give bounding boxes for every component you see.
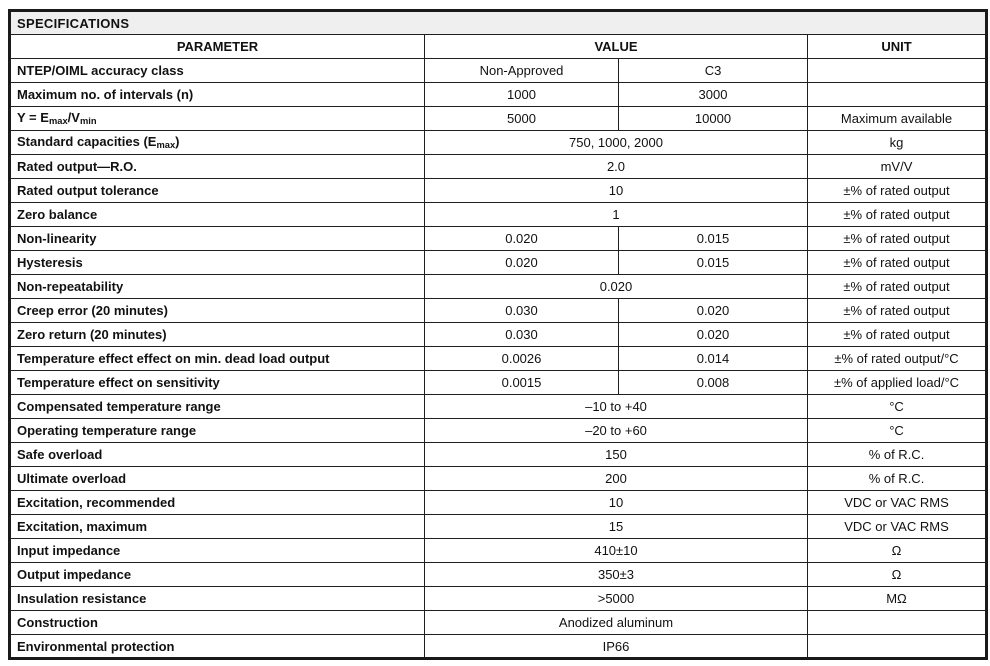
unit-cell: ±% of rated output/°C — [808, 347, 987, 371]
unit-cell: mV/V — [808, 155, 987, 179]
parameter-cell: Temperature effect on sensitivity — [10, 371, 425, 395]
value-cell: 0.030 — [425, 299, 619, 323]
value-cell: 1000 — [425, 83, 619, 107]
table-row — [10, 83, 987, 107]
table-row — [10, 491, 987, 515]
table-row — [10, 419, 987, 443]
unit-cell: ±% of rated output — [808, 179, 987, 203]
subscript-text: max — [156, 139, 176, 150]
value-cell: 0.015 — [619, 251, 808, 275]
parameter-cell: Non-repeatability — [10, 275, 425, 299]
parameter-cell: Hysteresis — [10, 251, 425, 275]
value-cell: >5000 — [425, 587, 808, 611]
unit-cell — [808, 635, 987, 659]
value-cell: 2.0 — [425, 155, 808, 179]
table-row — [10, 323, 987, 347]
parameter-cell: Operating temperature range — [10, 419, 425, 443]
subscript-text: max — [48, 115, 68, 126]
value-cell: IP66 — [425, 635, 808, 659]
unit-cell: ±% of rated output — [808, 251, 987, 275]
parameter-cell: Excitation, maximum — [10, 515, 425, 539]
value-cell: 1 — [425, 203, 808, 227]
table-row — [10, 515, 987, 539]
unit-cell: Ω — [808, 563, 987, 587]
value-cell: 150 — [425, 443, 808, 467]
table-row — [10, 611, 987, 635]
table-row — [10, 155, 987, 179]
unit-cell: VDC or VAC RMS — [808, 491, 987, 515]
column-header-row — [10, 35, 987, 59]
parameter-cell: Compensated temperature range — [10, 395, 425, 419]
parameter-cell: Safe overload — [10, 443, 425, 467]
value-cell: 10 — [425, 491, 808, 515]
table-row — [10, 563, 987, 587]
table-row — [10, 251, 987, 275]
parameter-cell: Construction — [10, 611, 425, 635]
unit-cell: Ω — [808, 539, 987, 563]
value-cell: C3 — [619, 59, 808, 83]
value-cell: 0.020 — [425, 275, 808, 299]
parameter-cell: Maximum no. of intervals (n) — [10, 83, 425, 107]
value-cell: 0.020 — [619, 299, 808, 323]
value-cell: 0.020 — [619, 323, 808, 347]
parameter-cell: NTEP/OIML accuracy class — [10, 59, 425, 83]
parameter-cell: Ultimate overload — [10, 467, 425, 491]
value-cell: Non-Approved — [425, 59, 619, 83]
table-row — [10, 275, 987, 299]
parameter-cell: Zero balance — [10, 203, 425, 227]
value-cell: –20 to +60 — [425, 419, 808, 443]
unit-cell — [808, 611, 987, 635]
unit-cell: ±% of rated output — [808, 299, 987, 323]
value-cell: Anodized aluminum — [425, 611, 808, 635]
unit-cell: Maximum available — [808, 107, 987, 131]
value-cell: –10 to +40 — [425, 395, 808, 419]
value-cell: 0.020 — [425, 227, 619, 251]
value-cell: 350±3 — [425, 563, 808, 587]
value-cell: 410±10 — [425, 539, 808, 563]
table-row — [10, 227, 987, 251]
column-header-parameter: PARAMETER — [10, 35, 425, 59]
unit-cell: kg — [808, 131, 987, 155]
value-cell: 0.020 — [425, 251, 619, 275]
table-row — [10, 395, 987, 419]
parameter-cell: Temperature effect effect on min. dead load output — [10, 347, 425, 371]
column-header-value: VALUE — [425, 35, 808, 59]
parameter-cell: $Y = E_{max}/V_{min}$ — [10, 107, 425, 131]
unit-cell: ±% of rated output — [808, 203, 987, 227]
unit-cell — [808, 83, 987, 107]
table-row — [10, 107, 987, 131]
table-title: SPECIFICATIONS — [10, 11, 987, 35]
unit-cell: % of R.C. — [808, 443, 987, 467]
table-row — [10, 179, 987, 203]
parameter-cell: Environmental protection — [10, 635, 425, 659]
unit-cell: VDC or VAC RMS — [808, 515, 987, 539]
table-row — [10, 203, 987, 227]
specifications-table — [8, 9, 988, 660]
title-row — [10, 11, 987, 35]
parameter-cell: Insulation resistance — [10, 587, 425, 611]
unit-cell: ±% of rated output — [808, 275, 987, 299]
value-cell: 0.0026 — [425, 347, 619, 371]
parameter-cell: Output impedance — [10, 563, 425, 587]
table-row — [10, 299, 987, 323]
value-cell: 0.015 — [619, 227, 808, 251]
value-cell: 0.0015 — [425, 371, 619, 395]
spec-rows — [10, 59, 987, 659]
table-row — [10, 467, 987, 491]
value-cell: 0.030 — [425, 323, 619, 347]
table-row — [10, 347, 987, 371]
parameter-cell: Zero return (20 minutes) — [10, 323, 425, 347]
value-cell: 200 — [425, 467, 808, 491]
unit-cell: ±% of rated output — [808, 227, 987, 251]
value-cell: 10000 — [619, 107, 808, 131]
value-cell: 0.014 — [619, 347, 808, 371]
unit-cell: ±% of applied load/°C — [808, 371, 987, 395]
table-row — [10, 59, 987, 83]
unit-cell: °C — [808, 395, 987, 419]
table-row — [10, 371, 987, 395]
table-row — [10, 539, 987, 563]
value-cell: 750, 1000, 2000 — [425, 131, 808, 155]
unit-cell: MΩ — [808, 587, 987, 611]
table-row — [10, 587, 987, 611]
parameter-cell: Creep error (20 minutes) — [10, 299, 425, 323]
parameter-cell: Excitation, recommended — [10, 491, 425, 515]
unit-cell — [808, 59, 987, 83]
parameter-cell: Non-linearity — [10, 227, 425, 251]
table-row — [10, 635, 987, 659]
table-head — [10, 11, 987, 59]
unit-cell: ±% of rated output — [808, 323, 987, 347]
column-header-unit: UNIT — [808, 35, 987, 59]
value-cell: 3000 — [619, 83, 808, 107]
parameter-cell: Rated output—R.O. — [10, 155, 425, 179]
unit-cell: °C — [808, 419, 987, 443]
table-row — [10, 131, 987, 155]
value-cell: 15 — [425, 515, 808, 539]
parameter-cell: Input impedance — [10, 539, 425, 563]
value-cell: 5000 — [425, 107, 619, 131]
table-row — [10, 443, 987, 467]
subscript-text: min — [79, 115, 97, 126]
parameter-cell: Rated output tolerance — [10, 179, 425, 203]
parameter-cell: Standard capacities $(E_{max})$ — [10, 131, 425, 155]
value-cell: 0.008 — [619, 371, 808, 395]
value-cell: 10 — [425, 179, 808, 203]
unit-cell: % of R.C. — [808, 467, 987, 491]
